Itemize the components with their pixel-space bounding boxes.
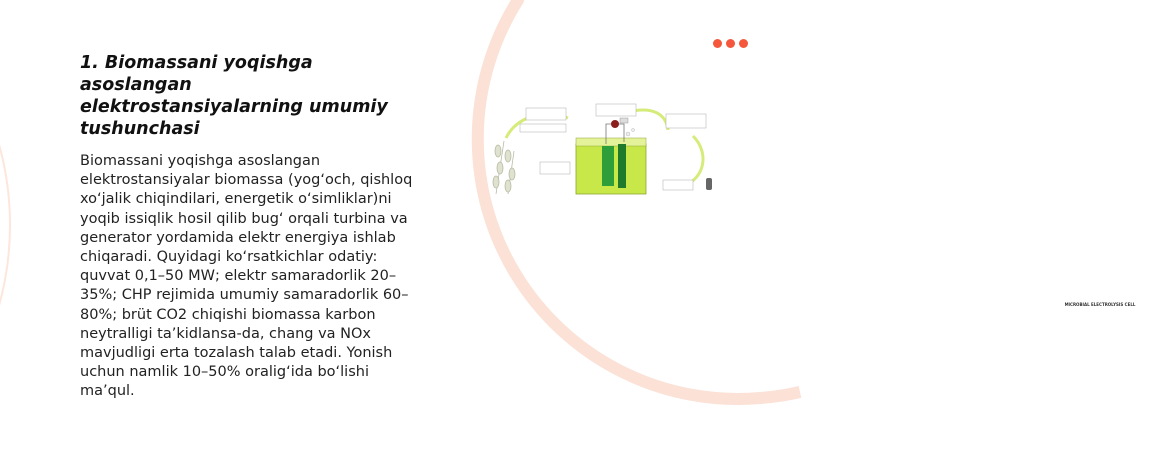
decorative-dots bbox=[713, 39, 748, 48]
label-box bbox=[540, 162, 570, 174]
meter-icon bbox=[620, 118, 628, 123]
gas-bubble-icon bbox=[626, 132, 630, 136]
plant-icon bbox=[493, 141, 515, 194]
diagram-figure bbox=[478, 96, 1136, 307]
label-box bbox=[666, 114, 706, 128]
left-arc bbox=[0, 0, 10, 450]
slide-body-text: Biomassani yoqishga asoslangan elektrostansiyalar biomassa (yog‘och, qishloq xo‘jalik chiqindilari, energetik o‘simliklar)ni yoqib issiqlik hosil qilib bug‘ orqali turbina va generator yordamida elektr energiya ishlab chiqaradi. Quyidagi ko‘rsatkichlar odatiy: quvvat 0,1–50 MW; elektr samaradorlik 20–35%; CHP rejimida umumiy samaradorlik 60–80%; brüt CO2 chiqishi biomassa karbon neytralligi ta’kidlansa-da, chang va NOx mavjudligi erta tozalash talab etadi. Yonish uchun namlik 10–50% oralig‘ida bo‘lishi ma’qul. bbox=[80, 153, 413, 400]
gas-bubble-icon bbox=[632, 129, 635, 132]
flow-arrow bbox=[688, 136, 703, 184]
label-box bbox=[596, 104, 636, 116]
gas-cylinder-icon bbox=[706, 178, 712, 190]
anode-electrode bbox=[602, 146, 614, 186]
dot-icon bbox=[713, 39, 722, 48]
cathode-electrode bbox=[618, 144, 626, 188]
label-box bbox=[663, 180, 693, 190]
cell-tank-top bbox=[576, 138, 646, 146]
large-ring-lower-arc bbox=[760, 392, 800, 398]
dot-icon bbox=[739, 39, 748, 48]
power-source-icon bbox=[611, 120, 619, 128]
figure-caption: MICROBIAL ELECTROLYSIS CELL bbox=[1064, 302, 1136, 307]
dot-icon bbox=[726, 39, 735, 48]
microbial-electrolysis-cell-diagram bbox=[478, 96, 728, 216]
label-box bbox=[526, 108, 566, 120]
label-box bbox=[520, 124, 566, 132]
slide-title: 1. Biomassani yoqishga asoslangan elektrostansiyalarning umumiy tushunchasi bbox=[80, 53, 388, 139]
